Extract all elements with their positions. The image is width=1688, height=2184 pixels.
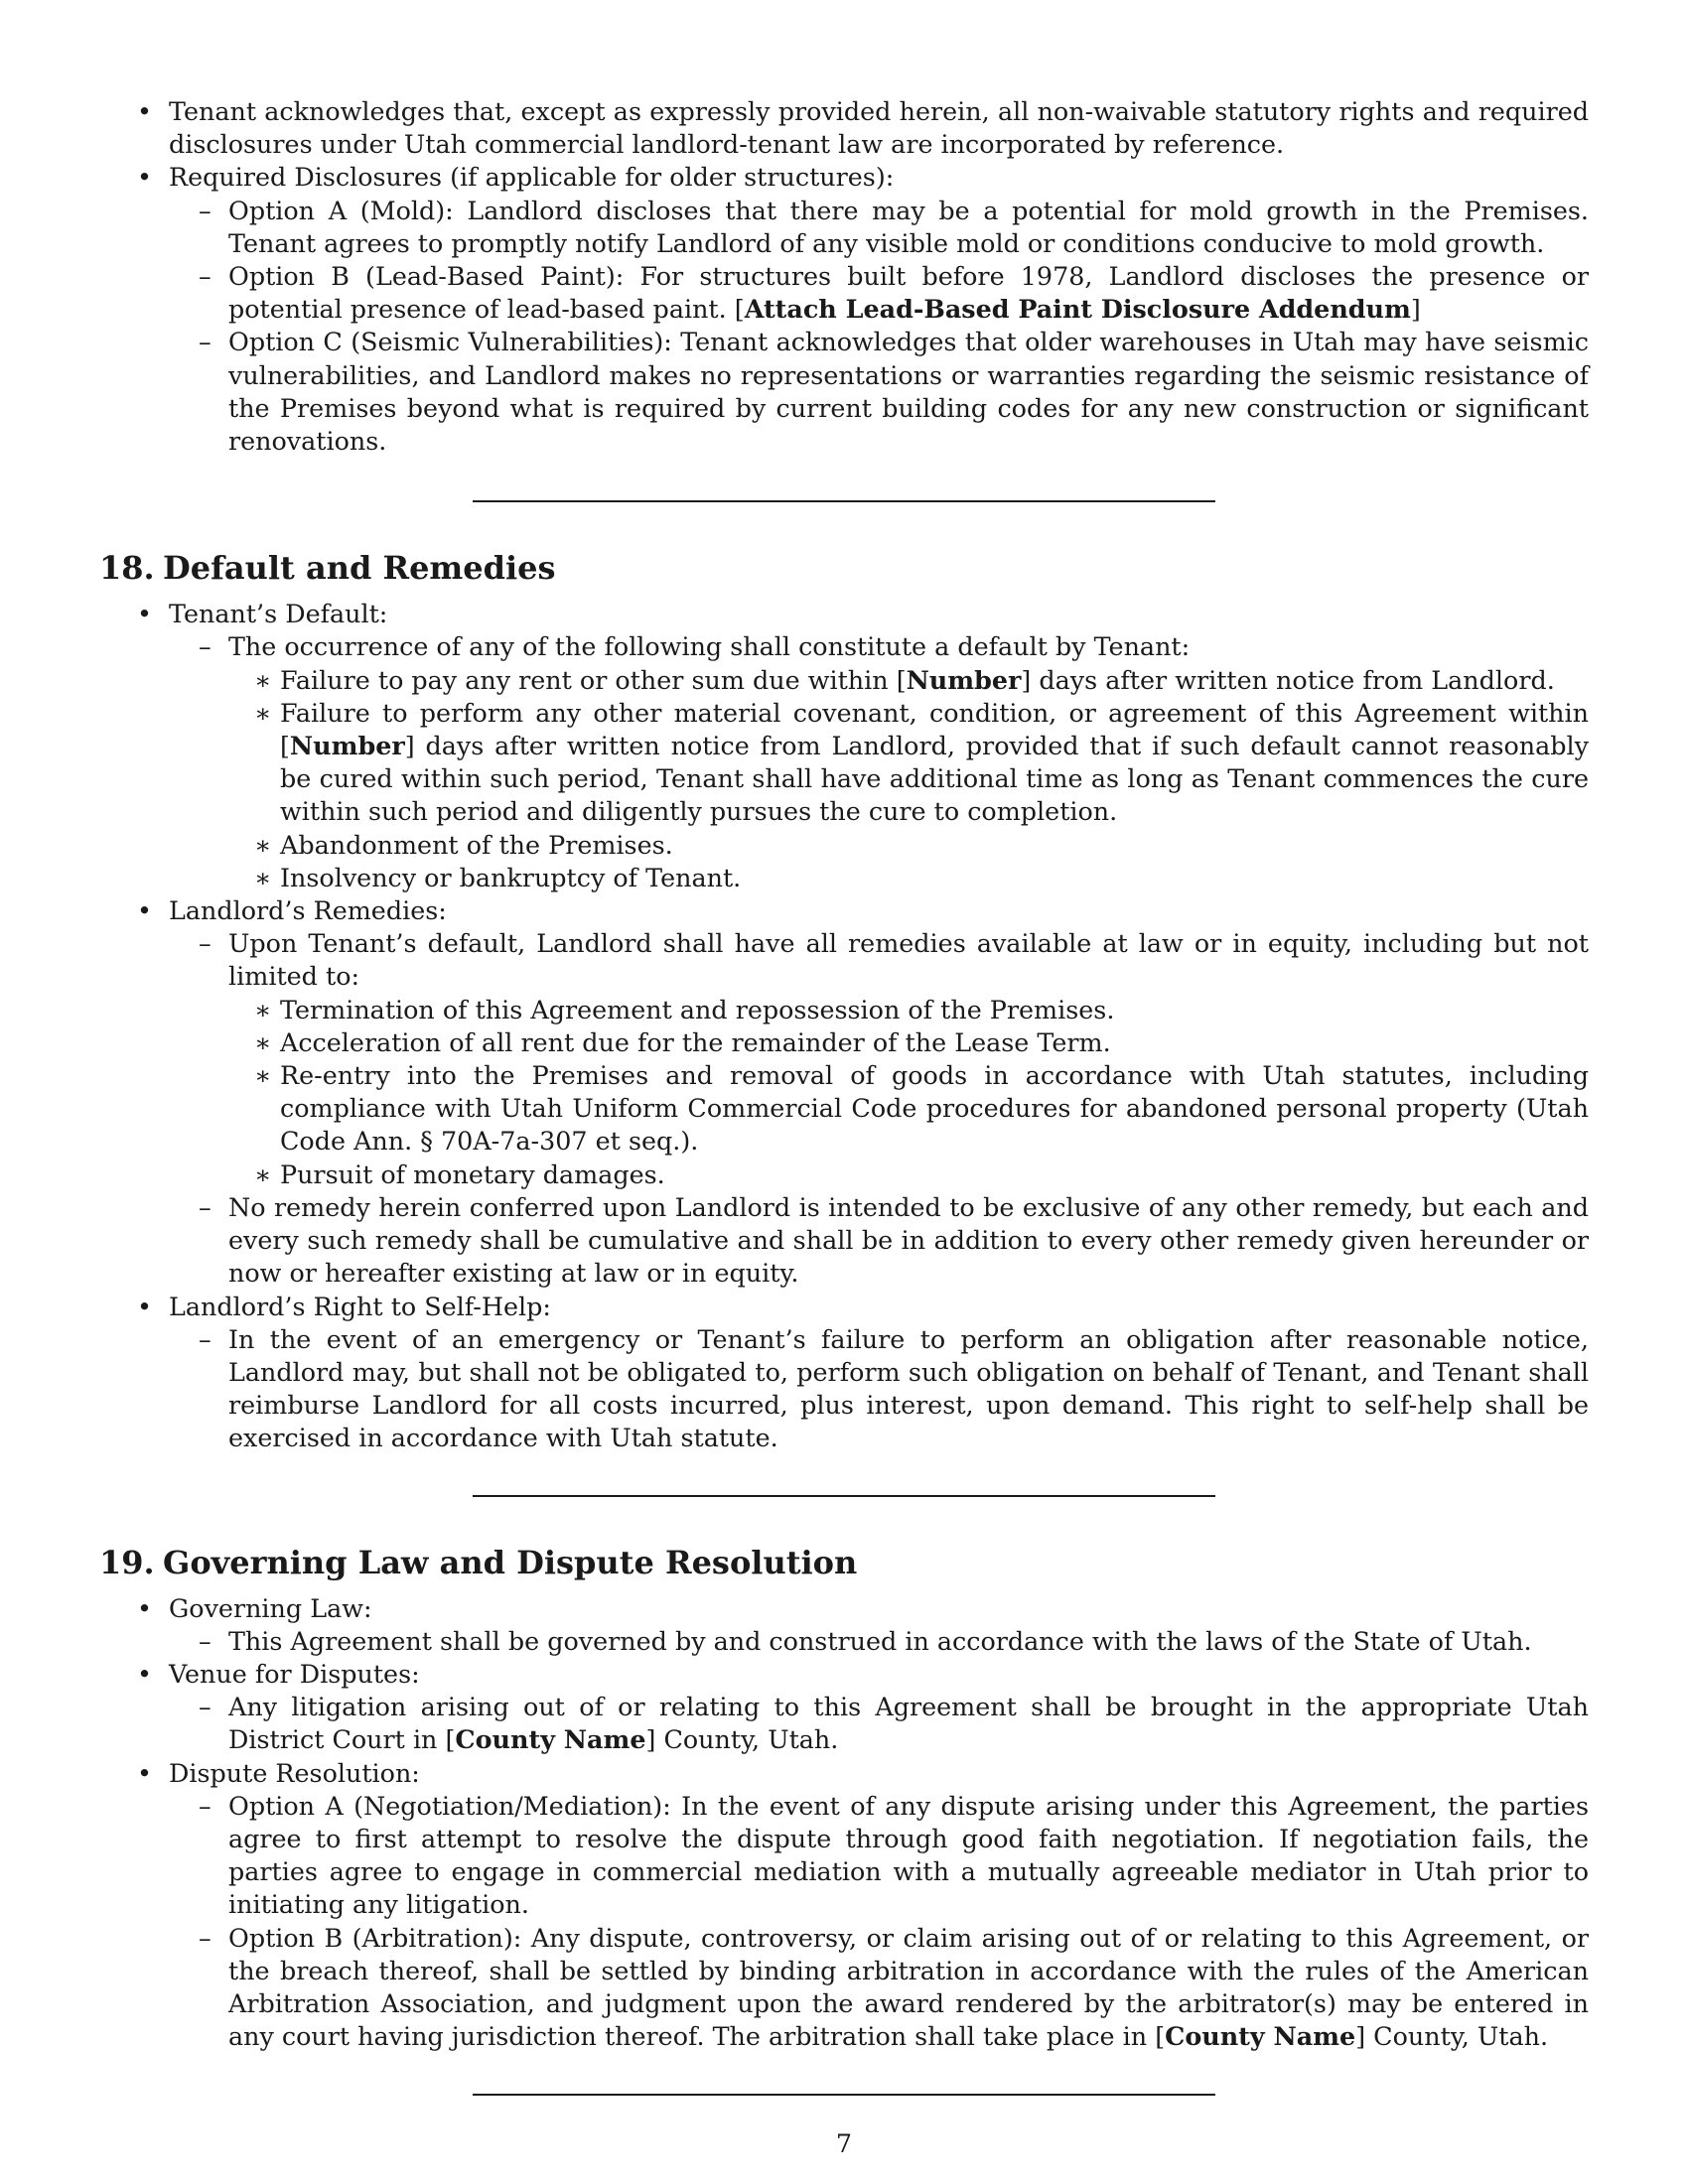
placeholder-field: Number <box>906 664 1022 695</box>
list-item: • Dispute Resolution: – Option A (Negotiation/Mediation): In the event of any dispute arising under this Agreement, the parties agree to first attempt to resolve the dispute through good faith negotiation. If negotiation fails, the parties agree to engage in commercial mediation with a mutually agreeable mediator in Utah prior to initiating any litigation. – Option B (Arbitration): Any dispute, controversy, or claim arising out of or relating to this Agreement, or the breach thereof, shall be settled by binding arbitration in accordance with the rules of the American Arbitration Association, and judgment upon the award rendered by the arbitrator(s) may be entered in any court having jurisdiction thereof. The arbitration shall take place in [County Name] County, Utah. <box>99 1757 1589 2054</box>
list-item: – Any litigation arising out of or relating to this Agreement shall be brought in the appropriate Utah District Court in [County Name] County, Utah. <box>169 1691 1589 1756</box>
list-item: – No remedy herein conferred upon Landlord is intended to be exclusive of any other remedy, but each and every such remedy shall be cumulative and shall be in addition to every other remedy given hereunder or now or hereafter existing at law or in equity. <box>169 1191 1589 1291</box>
list-item: – Option C (Seismic Vulnerabilities): Tenant acknowledges that older warehouses in Utah may have seismic vulnerabilities, and Landlord makes no representations or warranties regarding the seismic resistance of the Premises beyond what is required by current building codes for any new construction or significant renovations. <box>169 326 1589 458</box>
list-item: ∗ Pursuit of monetary damages. <box>228 1159 1589 1191</box>
list-item: ∗ Acceleration of all rent due for the remainder of the Lease Term. <box>228 1026 1589 1059</box>
list-item: • Governing Law: – This Agreement shall be governed by and construed in accordance with the laws of the State of Utah. <box>99 1592 1589 1658</box>
list-item: – Option A (Negotiation/Mediation): In the event of any dispute arising under this Agreement, the parties agree to first attempt to resolve the dispute through good faith negotiation. If negotiation fails, the parties agree to engage in commercial mediation with a mutually agreeable mediator in Utah prior to initiating any litigation. <box>169 1790 1589 1922</box>
list-item: ∗ Re-entry into the Premises and removal of goods in accordance with Utah statutes, including compliance with Utah Uniform Commercial Code procedures for abandoned personal property (Utah Code Ann. § 70A-7a-307 et seq.). <box>228 1059 1589 1159</box>
list-item: • Tenant acknowledges that, except as expressly provided herein, all non-waivable statutory rights and required disclosures under Utah commercial landlord-tenant law are incorporated by reference. <box>99 95 1589 161</box>
list-item: – Upon Tenant’s default, Landlord shall have all remedies available at law or in equity, including but not limited to: ∗ Termination of this Agreement and repossession of the Premises. ∗ Acceleration of all rent due for the remainder of the Lease Term. ∗ Re-entry into the Premises and removal of goods in accordance with Utah statutes, including compliance with Utah Uniform Commercial Code procedures for abandoned personal property (Utah Code Ann. § 70A-7a-307 et seq.). ∗ Pursuit of monetary damages. <box>169 927 1589 1191</box>
section-19-list <box>99 1592 1589 2054</box>
section-divider <box>473 2094 1215 2096</box>
placeholder-field: County Name <box>455 1724 646 1755</box>
placeholder-field: County Name <box>1165 2021 1356 2052</box>
list-item: • Required Disclosures (if applicable for older structures): – Option A (Mold): Landlord discloses that there may be a potential for mold growth in the Premises. Tenant agrees to promptly notify Landlord of any visible mold or conditions conducive to mold growth. – Option B (Lead-Based Paint): For structures built before 1978, Landlord discloses the presence or potential presence of lead-based paint. [Attach Lead-Based Paint Disclosure Addendum] – Option C (Seismic Vulnerabilities): Tenant acknowledges that older warehouses in Utah may have seismic vulnerabilities, and Landlord makes no representations or warranties regarding the seismic resistance of the Premises beyond what is required by current building codes for any new construction or significant renovations. <box>99 161 1589 458</box>
section-divider <box>473 500 1215 502</box>
placeholder-field: Attach Lead-Based Paint Disclosure Addendum <box>744 294 1411 325</box>
list-item: – The occurrence of any of the following shall constitute a default by Tenant: ∗ Failure to pay any rent or other sum due within [Number] days after written notice from Landlord. ∗ Failure to perform any other material covenant, condition, or agreement of this Agreement within [Number] days after written notice from Landlord, provided that if such default cannot reasonably be cured within such period, Tenant shall have additional time as long as Tenant commences the cure within such period and diligently pursues the cure to completion. ∗ Abandonment of the Premises. ∗ Insolvency or bankruptcy of Tenant. <box>169 630 1589 894</box>
list-item: – Option B (Arbitration): Any dispute, controversy, or claim arising out of or relating to this Agreement, or the breach thereof, shall be settled by binding arbitration in accordance with the rules of the American Arbitration Association, and judgment upon the award rendered by the arbitrator(s) may be entered in any court having jurisdiction thereof. The arbitration shall take place in [County Name] County, Utah. <box>169 1922 1589 2054</box>
list-item: – In the event of an emergency or Tenant’s failure to perform an obligation after reasonable notice, Landlord may, but shall not be obligated to, perform such obligation on behalf of Tenant, and Tenant shall reimburse Landlord for all costs incurred, plus interest, upon demand. This right to self-help shall be exercised in accordance with Utah statute. <box>169 1323 1589 1455</box>
intro-list <box>99 95 1589 458</box>
list-item: • Landlord’s Remedies: – Upon Tenant’s default, Landlord shall have all remedies available at law or in equity, including but not limited to: ∗ Termination of this Agreement and repossession of the Premises. ∗ Acceleration of all rent due for the remainder of the Lease Term. ∗ Re-entry into the Premises and removal of goods in accordance with Utah statutes, including compliance with Utah Uniform Commercial Code procedures for abandoned personal property (Utah Code Ann. § 70A-7a-307 et seq.). ∗ Pursuit of monetary damages. – No remedy herein conferred upon Landlord is intended to be exclusive of any other remedy, but each and every such remedy shall be cumulative and shall be in addition to every other remedy given hereunder or now or hereafter existing at law or in equity. <box>99 894 1589 1290</box>
list-item: ∗ Failure to perform any other material covenant, condition, or agreement of this Agreement within [Number] days after written notice from Landlord, provided that if such default cannot reasonably be cured within such period, Tenant shall have additional time as long as Tenant commences the cure within such period and diligently pursues the cure to completion. <box>228 697 1589 829</box>
list-item: – Option A (Mold): Landlord discloses that there may be a potential for mold growth in the Premises. Tenant agrees to promptly notify Landlord of any visible mold or conditions conducive to mold growth. <box>169 195 1589 260</box>
page-content <box>99 95 1589 2096</box>
section-divider <box>473 1495 1215 1497</box>
page-number: 7 <box>835 2128 853 2158</box>
section-18-list <box>99 598 1589 1454</box>
disclosure-options-list <box>169 195 1589 459</box>
list-item: ∗ Insolvency or bankruptcy of Tenant. <box>228 862 1589 894</box>
list-item: ∗ Termination of this Agreement and repossession of the Premises. <box>228 994 1589 1026</box>
list-item: – Option B (Lead-Based Paint): For structures built before 1978, Landlord discloses the presence or potential presence of lead-based paint. [Attach Lead-Based Paint Disclosure Addendum] <box>169 260 1589 326</box>
list-item: – This Agreement shall be governed by and construed in accordance with the laws of the State of Utah. <box>169 1625 1589 1658</box>
list-item: ∗ Abandonment of the Premises. <box>228 829 1589 862</box>
list-item: ∗ Failure to pay any rent or other sum due within [Number] days after written notice from Landlord. <box>228 664 1589 697</box>
list-item: • Landlord’s Right to Self-Help: – In the event of an emergency or Tenant’s failure to perform an obligation after reasonable notice, Landlord may, but shall not be obligated to, perform such obligation on behalf of Tenant, and Tenant shall reimburse Landlord for all costs incurred, plus interest, upon demand. This right to self-help shall be exercised in accordance with Utah statute. <box>99 1291 1589 1455</box>
list-item: • Venue for Disputes: – Any litigation arising out of or relating to this Agreement shall be brought in the appropriate Utah District Court in [County Name] County, Utah. <box>99 1658 1589 1757</box>
section-heading-19: 19. Governing Law and Dispute Resolution <box>99 1543 858 1581</box>
list-item: • Tenant’s Default: – The occurrence of any of the following shall constitute a default by Tenant: ∗ Failure to pay any rent or other sum due within [Number] days after written notice from Landlord. ∗ Failure to perform any other material covenant, condition, or agreement of this Agreement within [Number] days after written notice from Landlord, provided that if such default cannot reasonably be cured within such period, Tenant shall have additional time as long as Tenant commences the cure within such period and diligently pursues the cure to completion. ∗ Abandonment of the Premises. ∗ Insolvency or bankruptcy of Tenant. <box>99 598 1589 894</box>
placeholder-field: Number <box>289 731 405 761</box>
section-heading-18: 18. Default and Remedies <box>99 549 556 588</box>
